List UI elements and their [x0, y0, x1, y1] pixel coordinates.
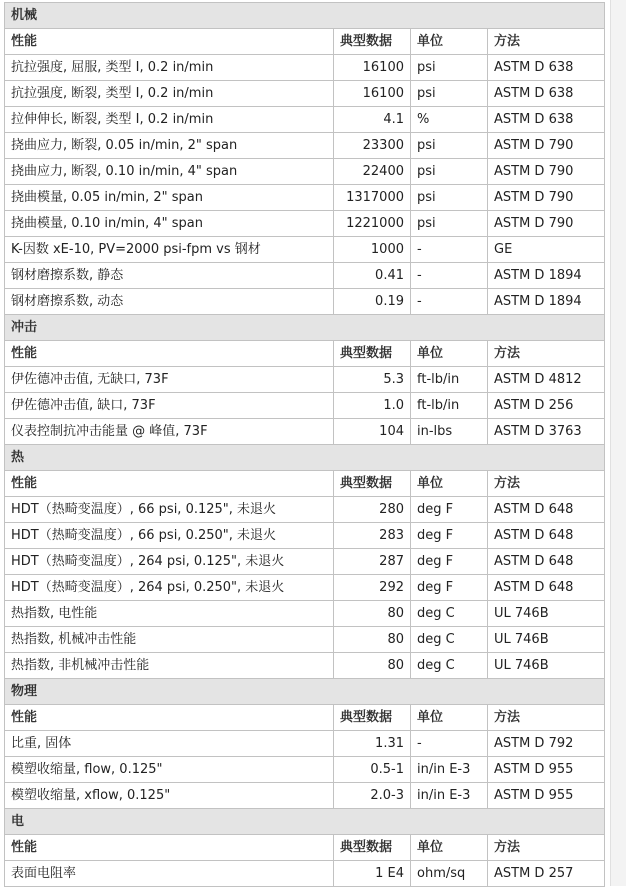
unit-cell: psi: [411, 133, 488, 159]
section-title: 机械: [5, 3, 605, 29]
column-header-method: 方法: [488, 341, 605, 367]
unit-cell: in/in E-3: [411, 757, 488, 783]
property-cell: 挠曲模量, 0.05 in/min, 2" span: [5, 185, 334, 211]
unit-cell: psi: [411, 185, 488, 211]
table-row: [5, 861, 605, 887]
property-cell: 伊佐德冲击值, 无缺口, 73F: [5, 367, 334, 393]
table-row: [5, 107, 605, 133]
table-row: [5, 627, 605, 653]
vertical-scrollbar[interactable]: [610, 0, 626, 886]
section-header-row: [5, 3, 605, 29]
method-cell: ASTM D 790: [488, 185, 605, 211]
typical-value-cell: 80: [334, 601, 411, 627]
property-cell: 拉伸伸长, 断裂, 类型 I, 0.2 in/min: [5, 107, 334, 133]
table-row: [5, 185, 605, 211]
unit-cell: psi: [411, 159, 488, 185]
unit-cell: ft-lb/in: [411, 393, 488, 419]
section-header-row: [5, 445, 605, 471]
property-cell: HDT（热畸变温度）, 264 psi, 0.250", 未退火: [5, 575, 334, 601]
method-cell: UL 746B: [488, 627, 605, 653]
column-header-property: 性能: [5, 29, 334, 55]
method-cell: ASTM D 648: [488, 523, 605, 549]
unit-cell: deg C: [411, 627, 488, 653]
typical-value-cell: 292: [334, 575, 411, 601]
property-cell: 模塑收缩量, xflow, 0.125": [5, 783, 334, 809]
typical-value-cell: 0.5-1: [334, 757, 411, 783]
method-cell: ASTM D 257: [488, 861, 605, 887]
property-cell: 表面电阻率: [5, 861, 334, 887]
method-cell: ASTM D 638: [488, 107, 605, 133]
property-cell: 挠曲模量, 0.10 in/min, 4" span: [5, 211, 334, 237]
property-cell: 抗拉强度, 断裂, 类型 I, 0.2 in/min: [5, 81, 334, 107]
unit-cell: ohm/sq: [411, 861, 488, 887]
unit-cell: %: [411, 107, 488, 133]
column-header-method: 方法: [488, 29, 605, 55]
column-header-row: [5, 835, 605, 861]
column-header-unit: 单位: [411, 341, 488, 367]
property-cell: 热指数, 非机械冲击性能: [5, 653, 334, 679]
property-cell: 比重, 固体: [5, 731, 334, 757]
column-header-typical: 典型数据: [334, 471, 411, 497]
unit-cell: deg C: [411, 653, 488, 679]
section-header-row: [5, 315, 605, 341]
unit-cell: -: [411, 289, 488, 315]
unit-cell: deg C: [411, 601, 488, 627]
table-row: [5, 263, 605, 289]
column-header-typical: 典型数据: [334, 29, 411, 55]
method-cell: ASTM D 1894: [488, 289, 605, 315]
column-header-typical: 典型数据: [334, 341, 411, 367]
property-cell: 钢材磨擦系数, 静态: [5, 263, 334, 289]
table-row: [5, 419, 605, 445]
property-cell: 挠曲应力, 断裂, 0.05 in/min, 2" span: [5, 133, 334, 159]
method-cell: ASTM D 790: [488, 211, 605, 237]
column-header-typical: 典型数据: [334, 835, 411, 861]
typical-value-cell: 104: [334, 419, 411, 445]
property-cell: K-因数 xE-10, PV=2000 psi-fpm vs 钢材: [5, 237, 334, 263]
table-row: [5, 497, 605, 523]
method-cell: ASTM D 648: [488, 497, 605, 523]
table-row: [5, 133, 605, 159]
unit-cell: deg F: [411, 523, 488, 549]
typical-value-cell: 80: [334, 627, 411, 653]
typical-value-cell: 5.3: [334, 367, 411, 393]
typical-value-cell: 1 E4: [334, 861, 411, 887]
table-row: [5, 549, 605, 575]
column-header-property: 性能: [5, 341, 334, 367]
typical-value-cell: 280: [334, 497, 411, 523]
table-row: [5, 575, 605, 601]
property-cell: 挠曲应力, 断裂, 0.10 in/min, 4" span: [5, 159, 334, 185]
unit-cell: psi: [411, 211, 488, 237]
typical-value-cell: 23300: [334, 133, 411, 159]
column-header-method: 方法: [488, 705, 605, 731]
column-header-typical: 典型数据: [334, 705, 411, 731]
properties-table: [4, 2, 605, 887]
unit-cell: deg F: [411, 549, 488, 575]
column-header-property: 性能: [5, 835, 334, 861]
column-header-unit: 单位: [411, 705, 488, 731]
table-row: [5, 601, 605, 627]
method-cell: ASTM D 792: [488, 731, 605, 757]
table-row: [5, 81, 605, 107]
property-cell: 热指数, 机械冲击性能: [5, 627, 334, 653]
column-header-method: 方法: [488, 471, 605, 497]
unit-cell: psi: [411, 55, 488, 81]
table-row: [5, 653, 605, 679]
table-row: [5, 783, 605, 809]
method-cell: ASTM D 790: [488, 159, 605, 185]
section-title: 热: [5, 445, 605, 471]
typical-value-cell: 16100: [334, 55, 411, 81]
table-row: [5, 523, 605, 549]
method-cell: ASTM D 4812: [488, 367, 605, 393]
column-header-property: 性能: [5, 705, 334, 731]
unit-cell: in/in E-3: [411, 783, 488, 809]
property-cell: HDT（热畸变温度）, 66 psi, 0.125", 未退火: [5, 497, 334, 523]
method-cell: ASTM D 256: [488, 393, 605, 419]
typical-value-cell: 80: [334, 653, 411, 679]
property-cell: 伊佐德冲击值, 缺口, 73F: [5, 393, 334, 419]
property-cell: 仪表控制抗冲击能量 @ 峰值, 73F: [5, 419, 334, 445]
typical-value-cell: 1221000: [334, 211, 411, 237]
typical-value-cell: 283: [334, 523, 411, 549]
unit-cell: -: [411, 237, 488, 263]
section-title: 电: [5, 809, 605, 835]
method-cell: ASTM D 648: [488, 575, 605, 601]
method-cell: UL 746B: [488, 653, 605, 679]
column-header-unit: 单位: [411, 835, 488, 861]
property-cell: HDT（热畸变温度）, 264 psi, 0.125", 未退火: [5, 549, 334, 575]
section-header-row: [5, 679, 605, 705]
method-cell: UL 746B: [488, 601, 605, 627]
typical-value-cell: 1.0: [334, 393, 411, 419]
table-row: [5, 237, 605, 263]
unit-cell: psi: [411, 81, 488, 107]
method-cell: ASTM D 1894: [488, 263, 605, 289]
section-header-row: [5, 809, 605, 835]
property-cell: 模塑收缩量, flow, 0.125": [5, 757, 334, 783]
unit-cell: in-lbs: [411, 419, 488, 445]
method-cell: ASTM D 955: [488, 757, 605, 783]
column-header-unit: 单位: [411, 29, 488, 55]
typical-value-cell: 4.1: [334, 107, 411, 133]
method-cell: ASTM D 638: [488, 81, 605, 107]
unit-cell: deg F: [411, 497, 488, 523]
properties-table-container: [4, 2, 604, 887]
section-title: 冲击: [5, 315, 605, 341]
column-header-row: [5, 705, 605, 731]
table-row: [5, 289, 605, 315]
property-cell: HDT（热畸变温度）, 66 psi, 0.250", 未退火: [5, 523, 334, 549]
table-row: [5, 159, 605, 185]
method-cell: ASTM D 638: [488, 55, 605, 81]
method-cell: ASTM D 790: [488, 133, 605, 159]
table-row: [5, 731, 605, 757]
method-cell: ASTM D 955: [488, 783, 605, 809]
typical-value-cell: 22400: [334, 159, 411, 185]
typical-value-cell: 16100: [334, 81, 411, 107]
unit-cell: -: [411, 731, 488, 757]
table-row: [5, 393, 605, 419]
table-row: [5, 211, 605, 237]
section-title: 物理: [5, 679, 605, 705]
column-header-row: [5, 29, 605, 55]
unit-cell: -: [411, 263, 488, 289]
property-cell: 钢材磨擦系数, 动态: [5, 289, 334, 315]
table-row: [5, 367, 605, 393]
unit-cell: deg F: [411, 575, 488, 601]
method-cell: ASTM D 3763: [488, 419, 605, 445]
method-cell: GE: [488, 237, 605, 263]
typical-value-cell: 287: [334, 549, 411, 575]
typical-value-cell: 1000: [334, 237, 411, 263]
column-header-unit: 单位: [411, 471, 488, 497]
table-row: [5, 55, 605, 81]
typical-value-cell: 0.19: [334, 289, 411, 315]
unit-cell: ft-lb/in: [411, 367, 488, 393]
column-header-row: [5, 471, 605, 497]
typical-value-cell: 0.41: [334, 263, 411, 289]
column-header-row: [5, 341, 605, 367]
column-header-property: 性能: [5, 471, 334, 497]
property-cell: 热指数, 电性能: [5, 601, 334, 627]
method-cell: ASTM D 648: [488, 549, 605, 575]
table-row: [5, 757, 605, 783]
column-header-method: 方法: [488, 835, 605, 861]
typical-value-cell: 1317000: [334, 185, 411, 211]
typical-value-cell: 2.0-3: [334, 783, 411, 809]
property-cell: 抗拉强度, 屈服, 类型 I, 0.2 in/min: [5, 55, 334, 81]
typical-value-cell: 1.31: [334, 731, 411, 757]
